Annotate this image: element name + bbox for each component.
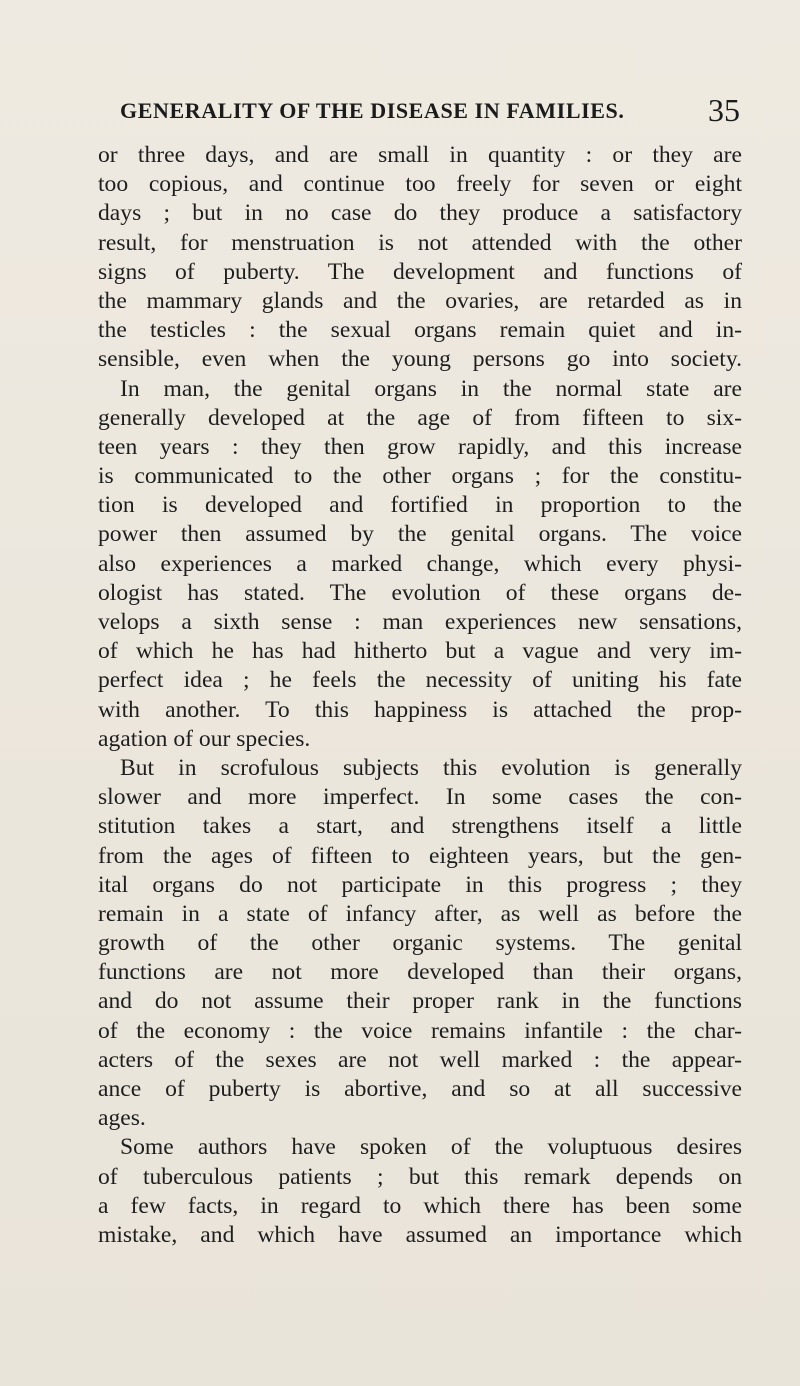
text-line: ance of puberty is abortive, and so at all successive [98,1076,742,1102]
text-line: the mammary glands and the ovaries, are retarded as in [98,287,742,314]
text-line: stitution takes a start, and strengthens itself a little [98,813,742,840]
page-number: 35 [708,92,740,128]
text-line: or three days, and are small in quantity : or they are [98,142,742,168]
text-line: functions are not more developed than their organs, [98,959,742,986]
text-line: days ; but in no case do they produce a satisfactory [98,200,742,227]
text-line: ologist has stated. The evolution of these organs de- [98,579,742,606]
text-line: growth of the other organic systems. The genital [98,930,742,957]
paragraph-start-line: But in scrofulous subjects this evolution is generally [120,754,742,781]
text-line: also experiences a marked change, which every physi- [98,550,742,577]
text-line: a few facts, in regard to which there has been some [98,1192,742,1219]
text-line: of which he has had hitherto but a vague and very im- [98,638,742,665]
paragraph-start-line: In man, the genital organs in the normal state are [120,375,742,402]
text-line: acters of the sexes are not well marked : the appear- [98,1046,742,1073]
text-line: signs of puberty. The development and functions of [98,258,742,285]
text-line: is communicated to the other organs ; for the constitu- [98,463,742,490]
text-line: ital organs do not participate in this progress ; they [98,871,742,898]
text-line: result, for menstruation is not attended with the other [98,229,742,256]
header-title: GENERALITY OF THE DISEASE IN FAMILIES. [120,98,625,123]
text-line: power then assumed by the genital organs. The voice [98,521,742,548]
text-line: of the economy : the voice remains infantile : the char- [98,1017,742,1044]
text-line: tion is developed and fortified in proportion to the [98,492,742,519]
body-text [98,141,742,1250]
text-line: with another. To this happiness is attached the prop- [98,696,742,723]
paragraph-end-line: ages. [98,1105,146,1132]
text-line: remain in a state of infancy after, as well as before the [98,900,742,927]
text-line: teen years : they then grow rapidly, and this increase [98,433,742,460]
text-line: perfect idea ; he feels the necessity of uniting his fate [98,667,742,694]
text-line: sensible, even when the young persons go into society. [98,346,742,373]
text-line: slower and more imperfect. In some cases the con- [98,784,742,811]
paragraph-end-line: agation of our species. [98,725,311,752]
paragraph-start-line: Some authors have spoken of the voluptuous desires [120,1134,742,1161]
text-line: generally developed at the age of from fifteen to six- [98,404,742,431]
text-line: from the ages of fifteen to eighteen years, but the gen- [98,842,742,869]
running-header [120,92,740,132]
text-line: too copious, and continue too freely for seven or eight [98,171,742,198]
text-line: mistake, and which have assumed an importance which [98,1221,742,1248]
text-line: velops a sixth sense : man experiences new sensations, [98,609,742,635]
text-line: the testicles : the sexual organs remain quiet and in- [98,317,742,344]
text-line: of tuberculous patients ; but this remark depends on [98,1163,742,1190]
text-line: and do not assume their proper rank in the functions [98,988,742,1015]
